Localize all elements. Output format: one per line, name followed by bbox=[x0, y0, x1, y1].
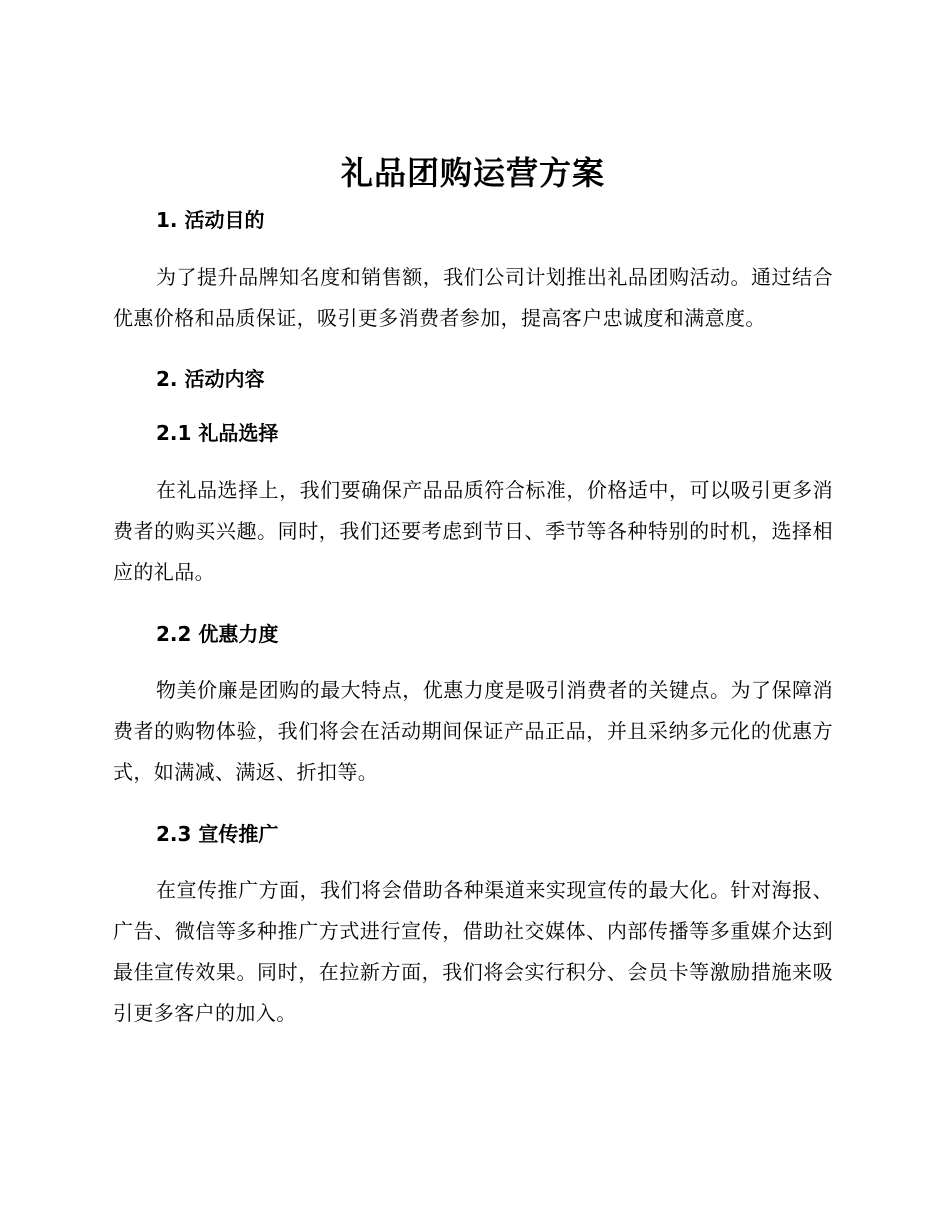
section-heading-gift-selection: 2.1 礼品选择 bbox=[156, 421, 279, 445]
section-heading-activity-content: 2. 活动内容 bbox=[156, 367, 265, 391]
section-paragraph-discount-strength: 物美价廉是团购的最大特点，优惠力度是吸引消费者的关键点。为了保障消费者的购物体验，我们将会在活动期间保证产品正品，并且采纳多元化的优惠方式，如满减、满返、折扣等。 bbox=[113, 678, 833, 784]
section-heading-discount-strength: 2.2 优惠力度 bbox=[156, 622, 279, 646]
section-paragraph-promotion: 在宣传推广方面，我们将会借助各种渠道来实现宣传的最大化。针对海报、广告、微信等多种推广方式进行宣传，借助社交媒体、内部传播等多重媒介达到最佳宣传效果。同时，在拉新方面，我们将会实行积分、会员卡等激励措施来吸引更多客户的加入。 bbox=[113, 878, 833, 1025]
document-page bbox=[113, 150, 833, 1034]
section-heading-activity-purpose: 1. 活动目的 bbox=[156, 208, 265, 232]
section-paragraph-activity-purpose: 为了提升品牌知名度和销售额，我们公司计划推出礼品团购活动。通过结合优惠价格和品质保证，吸引更多消费者参加，提高客户忠诚度和满意度。 bbox=[113, 265, 833, 330]
section-heading-promotion: 2.3 宣传推广 bbox=[156, 822, 279, 846]
document-title: 礼品团购运营方案 bbox=[340, 154, 605, 192]
section-paragraph-gift-selection: 在礼品选择上，我们要确保产品品质符合标准，价格适中，可以吸引更多消费者的购买兴趣。同时，我们还要考虑到节日、季节等各种特别的时机，选择相应的礼品。 bbox=[113, 478, 833, 584]
